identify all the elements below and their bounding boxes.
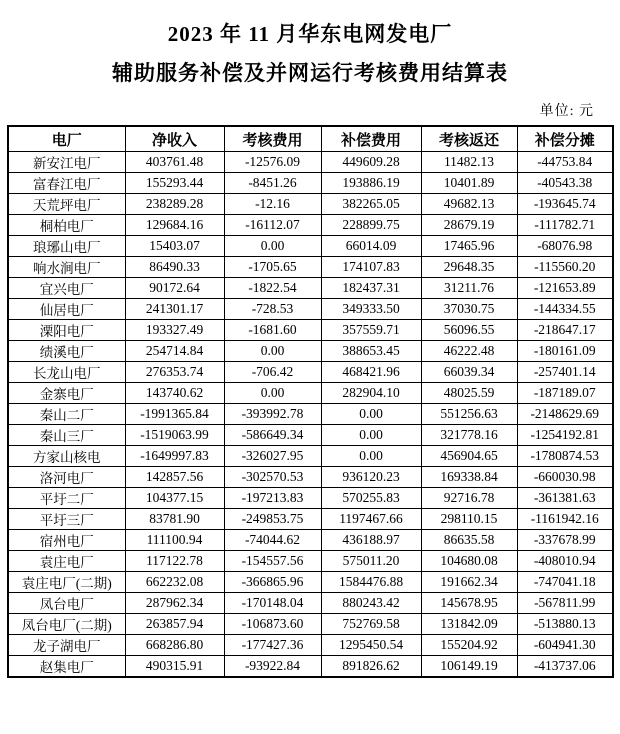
plant-name-cell: 凤台电厂 [8,593,125,614]
plant-name-cell: 平圩二厂 [8,488,125,509]
table-row [8,530,613,551]
value-cell: -747041.18 [517,572,613,593]
value-cell: 11482.13 [421,152,517,173]
value-cell: 575011.20 [321,551,421,572]
value-cell: -12576.09 [224,152,321,173]
value-cell: 17465.96 [421,236,517,257]
value-cell: 490315.91 [125,656,224,678]
value-cell: 449609.28 [321,152,421,173]
value-cell: 0.00 [321,404,421,425]
value-cell: 145678.95 [421,593,517,614]
table-row [8,488,613,509]
table-row [8,656,613,678]
table-row [8,572,613,593]
plant-name-cell: 琅琊山电厂 [8,236,125,257]
value-cell: 241301.17 [125,299,224,320]
plant-name-cell: 绩溪电厂 [8,341,125,362]
unit-label: 单位: 元 [539,104,594,119]
value-cell: 56096.55 [421,320,517,341]
value-cell: 143740.62 [125,383,224,404]
value-cell: -154557.56 [224,551,321,572]
value-cell: 104680.08 [421,551,517,572]
value-cell: 752769.58 [321,614,421,635]
value-cell: -193645.74 [517,194,613,215]
value-cell: -187189.07 [517,383,613,404]
value-cell: 349333.50 [321,299,421,320]
value-cell: 48025.59 [421,383,517,404]
value-cell: -170148.04 [224,593,321,614]
table-body [8,152,613,678]
value-cell: 228899.75 [321,215,421,236]
value-cell: -121653.89 [517,278,613,299]
plant-name-cell: 响水涧电厂 [8,257,125,278]
value-cell: 662232.08 [125,572,224,593]
plant-name-cell: 天荒坪电厂 [8,194,125,215]
value-cell: 66014.09 [321,236,421,257]
value-cell: 46222.48 [421,341,517,362]
value-cell: 936120.23 [321,467,421,488]
value-cell: 92716.78 [421,488,517,509]
value-cell: -115560.20 [517,257,613,278]
value-cell: 321778.16 [421,425,517,446]
value-cell: -8451.26 [224,173,321,194]
value-cell: -1649997.83 [125,446,224,467]
value-cell: 86490.33 [125,257,224,278]
value-cell: -408010.94 [517,551,613,572]
plant-name-cell: 秦山三厂 [8,425,125,446]
value-cell: -513880.13 [517,614,613,635]
value-cell: 31211.76 [421,278,517,299]
value-cell: 551256.63 [421,404,517,425]
value-cell: -1780874.53 [517,446,613,467]
value-cell: 0.00 [224,236,321,257]
value-cell: 403761.48 [125,152,224,173]
value-cell: -1519063.99 [125,425,224,446]
plant-name-cell: 凤台电厂(二期) [8,614,125,635]
value-cell: 0.00 [321,446,421,467]
value-cell: -1681.60 [224,320,321,341]
value-cell: -604941.30 [517,635,613,656]
value-cell: -413737.06 [517,656,613,678]
value-cell: -2148629.69 [517,404,613,425]
value-cell: -366865.96 [224,572,321,593]
value-cell: -93922.84 [224,656,321,678]
column-header-compensation-fee: 补偿费用 [321,126,421,152]
value-cell: 1197467.66 [321,509,421,530]
value-cell: -177427.36 [224,635,321,656]
table-row [8,278,613,299]
value-cell: 111100.94 [125,530,224,551]
plant-name-cell: 平圩三厂 [8,509,125,530]
value-cell: 86635.58 [421,530,517,551]
table-row [8,257,613,278]
plant-name-cell: 仙居电厂 [8,299,125,320]
value-cell: -326027.95 [224,446,321,467]
value-cell: 388653.45 [321,341,421,362]
value-cell: 155293.44 [125,173,224,194]
value-cell: -68076.98 [517,236,613,257]
value-cell: 131842.09 [421,614,517,635]
value-cell: -257401.14 [517,362,613,383]
table-row [8,509,613,530]
value-cell: -218647.17 [517,320,613,341]
table-row [8,614,613,635]
column-header-net-income: 净收入 [125,126,224,152]
table-row [8,236,613,257]
value-cell: -393992.78 [224,404,321,425]
value-cell: -249853.75 [224,509,321,530]
document-title-line1: 2023 年 11 月华东电网发电厂 [167,22,453,46]
value-cell: -12.16 [224,194,321,215]
value-cell: -106873.60 [224,614,321,635]
value-cell: -361381.63 [517,488,613,509]
value-cell: -337678.99 [517,530,613,551]
value-cell: 254714.84 [125,341,224,362]
value-cell: -586649.34 [224,425,321,446]
value-cell: 193886.19 [321,173,421,194]
table-row [8,551,613,572]
value-cell: 382265.05 [321,194,421,215]
value-cell: -16112.07 [224,215,321,236]
value-cell: -44753.84 [517,152,613,173]
value-cell: 66039.34 [421,362,517,383]
value-cell: 49682.13 [421,194,517,215]
value-cell: 155204.92 [421,635,517,656]
value-cell: 37030.75 [421,299,517,320]
value-cell: 28679.19 [421,215,517,236]
value-cell: 129684.16 [125,215,224,236]
column-header-assessment-fee: 考核费用 [224,126,321,152]
value-cell: -180161.09 [517,341,613,362]
table-row [8,215,613,236]
value-cell: -1705.65 [224,257,321,278]
table-row [8,425,613,446]
value-cell: -660030.98 [517,467,613,488]
value-cell: 182437.31 [321,278,421,299]
value-cell: -1161942.16 [517,509,613,530]
value-cell: -1254192.81 [517,425,613,446]
table-row [8,446,613,467]
value-cell: 15403.07 [125,236,224,257]
column-header-assessment-refund: 考核返还 [421,126,517,152]
value-cell: 0.00 [224,383,321,404]
value-cell: -111782.71 [517,215,613,236]
document-title-line2: 辅助服务补偿及并网运行考核费用结算表 [112,61,508,85]
table-row [8,173,613,194]
value-cell: 174107.83 [321,257,421,278]
plant-name-cell: 秦山二厂 [8,404,125,425]
value-cell: 191662.34 [421,572,517,593]
column-header-plant: 电厂 [8,126,125,152]
plant-name-cell: 洛河电厂 [8,467,125,488]
value-cell: 117122.78 [125,551,224,572]
table-row [8,299,613,320]
value-cell: 357559.71 [321,320,421,341]
value-cell: 263857.94 [125,614,224,635]
value-cell: 193327.49 [125,320,224,341]
value-cell: 436188.97 [321,530,421,551]
value-cell: 570255.83 [321,488,421,509]
plant-name-cell: 袁庄电厂 [8,551,125,572]
plant-name-cell: 方家山核电 [8,446,125,467]
settlement-table [7,125,614,678]
table-row [8,404,613,425]
plant-name-cell: 宿州电厂 [8,530,125,551]
plant-name-cell: 金寨电厂 [8,383,125,404]
value-cell: -1822.54 [224,278,321,299]
plant-name-cell: 富春江电厂 [8,173,125,194]
value-cell: 90172.64 [125,278,224,299]
value-cell: 891826.62 [321,656,421,678]
value-cell: -1991365.84 [125,404,224,425]
value-cell: 1584476.88 [321,572,421,593]
value-cell: -197213.83 [224,488,321,509]
value-cell: 29648.35 [421,257,517,278]
value-cell: 169338.84 [421,467,517,488]
value-cell: -40543.38 [517,173,613,194]
value-cell: -74044.62 [224,530,321,551]
value-cell: -302570.53 [224,467,321,488]
value-cell: 10401.89 [421,173,517,194]
value-cell: 298110.15 [421,509,517,530]
value-cell: 238289.28 [125,194,224,215]
value-cell: 468421.96 [321,362,421,383]
table-row [8,635,613,656]
value-cell: -728.53 [224,299,321,320]
table-row [8,341,613,362]
value-cell: 0.00 [321,425,421,446]
value-cell: -144334.55 [517,299,613,320]
plant-name-cell: 溧阳电厂 [8,320,125,341]
plant-name-cell: 长龙山电厂 [8,362,125,383]
value-cell: 83781.90 [125,509,224,530]
value-cell: 668286.80 [125,635,224,656]
value-cell: 276353.74 [125,362,224,383]
column-header-compensation-share: 补偿分摊 [517,126,613,152]
table-row [8,152,613,173]
table-row [8,194,613,215]
value-cell: 0.00 [224,341,321,362]
table-row [8,362,613,383]
value-cell: 106149.19 [421,656,517,678]
plant-name-cell: 龙子湖电厂 [8,635,125,656]
plant-name-cell: 新安江电厂 [8,152,125,173]
plant-name-cell: 袁庄电厂(二期) [8,572,125,593]
value-cell: 142857.56 [125,467,224,488]
value-cell: 880243.42 [321,593,421,614]
value-cell: 104377.15 [125,488,224,509]
plant-name-cell: 宜兴电厂 [8,278,125,299]
table-row [8,383,613,404]
table-header-row [8,126,613,152]
plant-name-cell: 赵集电厂 [8,656,125,678]
table-row [8,593,613,614]
table-row [8,467,613,488]
plant-name-cell: 桐柏电厂 [8,215,125,236]
value-cell: 282904.10 [321,383,421,404]
value-cell: 456904.65 [421,446,517,467]
table-row [8,320,613,341]
value-cell: -567811.99 [517,593,613,614]
value-cell: -706.42 [224,362,321,383]
value-cell: 287962.34 [125,593,224,614]
value-cell: 1295450.54 [321,635,421,656]
